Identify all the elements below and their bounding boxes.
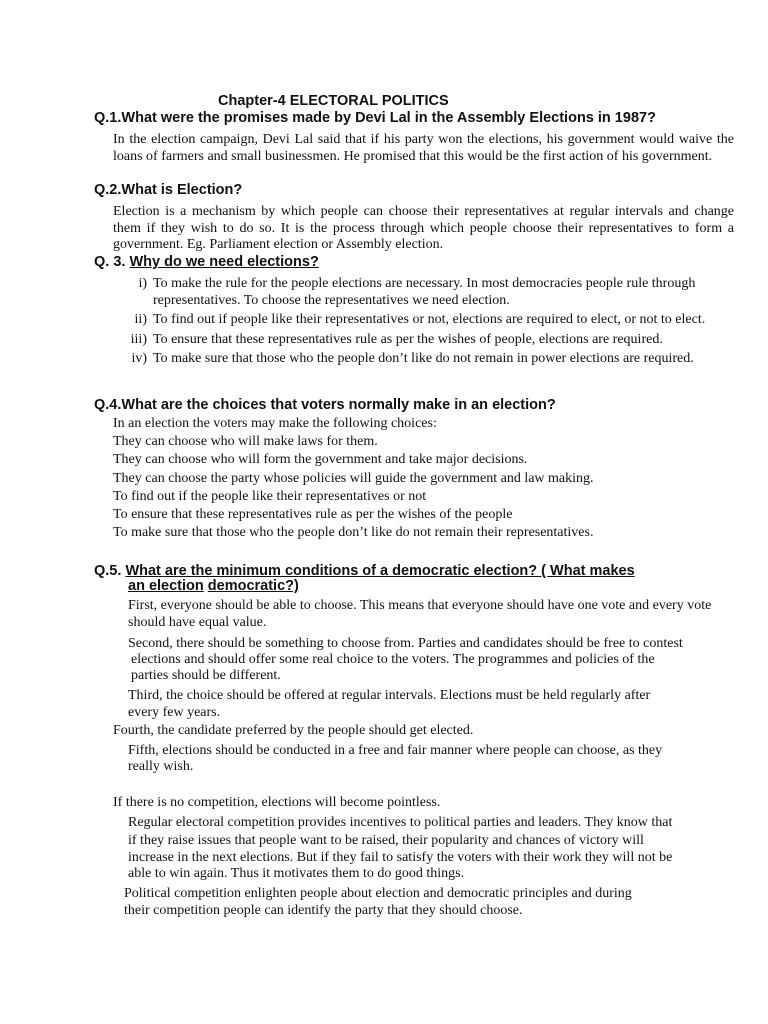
- choice-line: They can choose who will make laws for them.: [113, 434, 378, 450]
- choice-line: They can choose the party whose policies will guide the government and law making.: [113, 470, 594, 486]
- choice-line: To find out if the people like their representatives or not: [113, 488, 427, 504]
- question-2: Q.2.What is Election?: [94, 182, 243, 198]
- question-4: Q.4.What are the choices that voters normally make in an election?: [94, 397, 556, 413]
- reason-number: iii): [130, 331, 147, 347]
- choice-line: To make sure that those who the people don’t like do not remain their representatives.: [113, 525, 594, 541]
- condition-second-line: Second, there should be something to choose from. Parties and candidates should be free to contest: [128, 636, 683, 651]
- regular-competition-line: if they raise issues that people want to be raised, their popularity and chances of victory will: [128, 833, 644, 848]
- condition-third-line: every few years.: [128, 705, 221, 720]
- answer-2: Election is a mechanism by which people can choose their representatives at regular intervals and change them if they wish to do so. It is the process through which people choose their representatives to form a government. Eg. Parliament election or Assembly election.: [113, 204, 734, 252]
- question-5-text: What are the minimum conditions of a democratic election? ( What makes: [125, 563, 635, 579]
- condition-second-line: parties should be different.: [131, 668, 281, 683]
- question-5-text-part: an election: [128, 578, 204, 594]
- reason-number: i): [138, 276, 147, 291]
- question-3: [94, 254, 319, 271]
- reasons-list: [130, 276, 733, 368]
- competition-statement: If there is no competition, elections will become pointless.: [113, 795, 441, 810]
- condition-second-line: elections and should offer some real choice to the voters. The programmes and policies of the: [131, 652, 655, 667]
- reason-text: To find out if people like their representatives or not, elections are required to elect, or not to elect.: [153, 312, 706, 327]
- choices-list: [113, 415, 743, 542]
- question-1: Q.1.What were the promises made by Devi Lal in the Assembly Elections in 1987?: [94, 110, 656, 126]
- choice-line: They can choose who will form the government and take major decisions.: [113, 452, 528, 468]
- condition-fifth-line: Fifth, elections should be conducted in a free and fair manner where people can choose, as they: [128, 743, 663, 758]
- question-5-prefix: Q.5.: [94, 563, 126, 579]
- regular-competition-line: increase in the next elections. But if they fail to satisfy the voters with their work they will not be: [128, 850, 673, 865]
- reason-number: ii): [134, 312, 147, 327]
- question-5-line-2: [128, 578, 299, 595]
- question-3-text: Why do we need elections?: [129, 254, 319, 270]
- regular-competition-line: Regular electoral competition provides incentives to political parties and leaders. They know that: [128, 815, 673, 830]
- condition-fourth: Fourth, the candidate preferred by the people should get elected.: [113, 723, 474, 738]
- reason-item: [138, 276, 733, 309]
- question-5-text-part: democratic?): [207, 578, 299, 594]
- reason-item: [131, 351, 733, 368]
- reason-text: To ensure that these representatives rule as per the wishes of people, elections are required.: [153, 331, 663, 347]
- choice-line: To ensure that these representatives rule as per the wishes of the people: [113, 507, 513, 523]
- reason-text: To make sure that those who the people don’t like do not remain in power elections are required.: [153, 351, 694, 366]
- question-3-prefix: Q. 3.: [94, 254, 130, 270]
- reason-text: To make the rule for the people elections are necessary. In most democracies people rule through representatives. To choose the representatives we need election.: [153, 276, 696, 308]
- regular-competition-line: able to win again. Thus it motivates them to do good things.: [128, 866, 465, 881]
- condition-third-line: Third, the choice should be offered at regular intervals. Elections must be held regularly after: [128, 688, 651, 703]
- political-competition-line: Political competition enlighten people about election and democratic principles and during: [124, 886, 632, 901]
- reason-number: iv): [131, 351, 147, 366]
- chapter-title: Chapter-4 ELECTORAL POLITICS: [218, 93, 449, 109]
- reason-item: [130, 331, 733, 349]
- choice-line: In an election the voters may make the following choices:: [113, 416, 437, 431]
- condition-first: First, everyone should be able to choose. This means that everyone should have one vote and every vote should have equal value.: [128, 598, 712, 630]
- reason-item: [134, 312, 733, 329]
- political-competition-line: their competition people can identify the party that they should choose.: [124, 903, 523, 918]
- condition-fifth-line: really wish.: [128, 759, 194, 774]
- answer-1: In the election campaign, Devi Lal said that if his party won the elections, his government would waive the loans of farmers and small businessmen. He promised that this would be the first action of his government.: [113, 132, 734, 164]
